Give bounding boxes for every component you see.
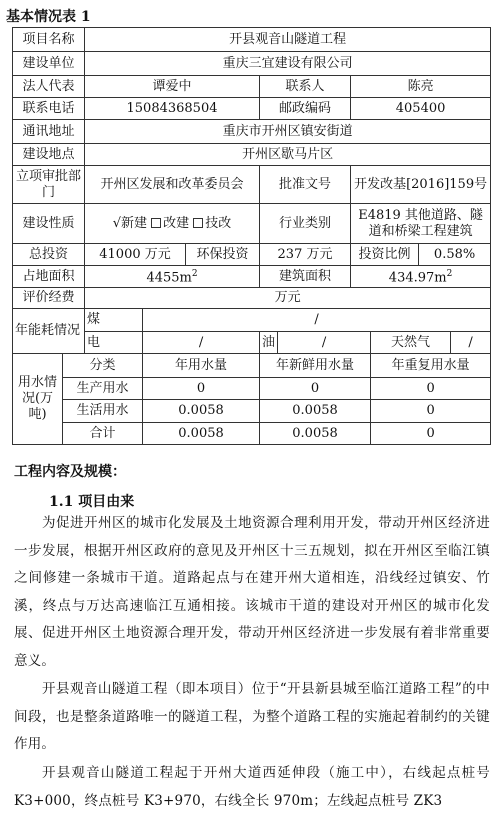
basic-info-table bbox=[12, 27, 491, 445]
elec-value: / bbox=[143, 332, 260, 354]
coal-label: 煤 bbox=[85, 309, 143, 332]
nature-tech: 技改 bbox=[205, 215, 232, 231]
doc-value: 开发改基[2016]159号 bbox=[351, 166, 491, 204]
checkbox-icon bbox=[193, 218, 203, 228]
addr-label: 通讯地址 bbox=[13, 120, 85, 144]
water-head-1: 年用水量 bbox=[143, 354, 260, 378]
unit-label: 建设单位 bbox=[13, 52, 85, 76]
project-name: 开县观音山隧道工程 bbox=[85, 28, 491, 52]
water-head-3: 年重复用水量 bbox=[371, 354, 491, 378]
energy-label: 年能耗情况 bbox=[13, 309, 85, 354]
nature-new: √新建 bbox=[112, 215, 147, 231]
addr-value: 重庆市开州区镇安街道 bbox=[85, 120, 491, 144]
nature-rebuild: 改建 bbox=[163, 215, 190, 231]
table-cell: 0 bbox=[143, 378, 260, 400]
phone-label: 联系电话 bbox=[13, 98, 85, 120]
table-cell: 合计 bbox=[63, 423, 143, 445]
build-area-label: 建筑面积 bbox=[260, 266, 351, 288]
paragraph: 为促进开州区的城市化发展及土地资源合理利用开发，带动开州区经济进一步发展，根据开州区政府的意见及开州区十三五规划，拟在开州区至临江镇之间修建一条城市干道。道路起点与在建开州大道相连，沿线经过镇安、竹溪，终点与万达高速临江互通相接。该城市干道的建设对开州区的城市化发展、促进开州区土地资源合理开发，带动开州区经济进一步发展有着非常重要意义。 bbox=[14, 515, 490, 669]
env-inv-label: 环保投资 bbox=[186, 244, 260, 266]
coal-value: / bbox=[143, 309, 491, 332]
table-cell: 0 bbox=[371, 400, 491, 423]
eval-value: 万元 bbox=[85, 288, 491, 309]
industry-label: 行业类别 bbox=[260, 204, 351, 244]
nature-label: 建设性质 bbox=[13, 204, 85, 244]
water-head-0: 分类 bbox=[63, 354, 143, 378]
table-cell: 0 bbox=[260, 378, 371, 400]
contact-label: 联系人 bbox=[260, 76, 351, 98]
zip-label: 邮政编码 bbox=[260, 98, 351, 120]
unit-value: 重庆三宜建设有限公司 bbox=[85, 52, 491, 76]
table-cell: 0.0058 bbox=[143, 400, 260, 423]
total-inv-label: 总投资 bbox=[13, 244, 85, 266]
table-cell: 0.0058 bbox=[260, 423, 371, 445]
gas-label: 天然气 bbox=[371, 332, 451, 354]
table-cell: 0 bbox=[371, 378, 491, 400]
area-label: 占地面积 bbox=[13, 266, 85, 288]
page-title: 基本情况表 1 bbox=[6, 9, 91, 25]
project-name-label: 项目名称 bbox=[13, 28, 85, 52]
site-value: 开州区歇马片区 bbox=[85, 144, 491, 166]
water-head-2: 年新鲜用水量 bbox=[260, 354, 371, 378]
contact-value: 陈亮 bbox=[351, 76, 491, 98]
env-inv-value: 237 万元 bbox=[260, 244, 351, 266]
phone-value: 15084368504 bbox=[85, 98, 260, 120]
oil-value: / bbox=[278, 332, 371, 354]
legal-label: 法人代表 bbox=[13, 76, 85, 98]
eval-label: 评价经费 bbox=[13, 288, 85, 309]
area-value: $4455m^2$ bbox=[85, 266, 260, 288]
total-inv-value: 41000 万元 bbox=[85, 244, 186, 266]
table-cell: 0 bbox=[371, 423, 491, 445]
table-cell: 生产用水 bbox=[63, 378, 143, 400]
table-cell: 生活用水 bbox=[63, 400, 143, 423]
ratio-label: 投资比例 bbox=[351, 244, 419, 266]
nature-options bbox=[85, 204, 260, 244]
industry-value: E4819 其他道路、隧道和桥梁工程建筑 bbox=[351, 204, 491, 244]
oil-label: 油 bbox=[260, 332, 278, 354]
checkbox-icon bbox=[151, 218, 161, 228]
section-title: 工程内容及规模： bbox=[14, 464, 126, 480]
gas-value: / bbox=[451, 332, 491, 354]
zip-value: 405400 bbox=[351, 98, 491, 120]
ratio-value: 0.58% bbox=[419, 244, 491, 266]
water-label: 用水情况(万吨) bbox=[13, 354, 63, 445]
table-cell: 0.0058 bbox=[260, 400, 371, 423]
doc-label: 批准文号 bbox=[260, 166, 351, 204]
approval-label: 立项审批部门 bbox=[13, 166, 85, 204]
table-cell: 0.0058 bbox=[143, 423, 260, 445]
elec-label: 电 bbox=[85, 332, 143, 354]
build-area-value: $434.97m^2$ bbox=[351, 266, 491, 288]
legal-value: 谭爱中 bbox=[85, 76, 260, 98]
subsection-title: 1.1 项目由来 bbox=[49, 494, 135, 510]
approval-value: 开州区发展和改革委员会 bbox=[85, 166, 260, 204]
site-label: 建设地点 bbox=[13, 144, 85, 166]
paragraph: 开县观音山隧道工程（即本项目）位于“开县新县城至临江道路工程”的中间段，也是整条道路唯一的隧道工程，为整个道路工程的实施起着制约的关键作用。 bbox=[14, 681, 490, 752]
paragraph: 开县观音山隧道工程起于开州大道西延伸段（施工中），右线起点桩号 K3+000，终点桩号 K3+970，右线全长 970m；左线起点桩号 ZK3 bbox=[14, 765, 490, 809]
